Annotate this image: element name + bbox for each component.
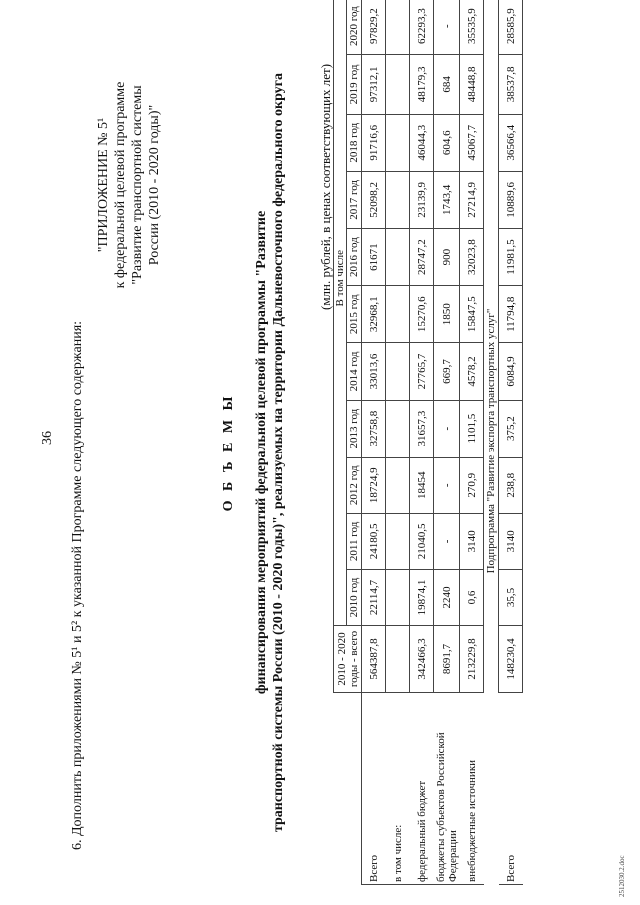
table-cell: 48448,8 [460,55,484,114]
subprogram-title: Подпрограмма "Развитие экспорта транспортных услуг" [485,308,497,574]
table-cell: 3140 [499,513,523,569]
table-cell: 36566,4 [499,114,523,171]
table-cell [386,343,410,400]
table-cell: 11981,5 [499,228,523,285]
table-cell: 375,2 [499,400,523,457]
table-cell: 11794,8 [499,286,523,343]
row-label: бюджеты субъектов Российской Федерации [434,692,460,884]
table-cell: 97829,2 [362,0,386,55]
appendix-line: России (2010 - 2020 годы)" [147,104,162,266]
year-header: 2020 год [347,0,362,55]
appendix-line: "ПРИЛОЖЕНИЕ № 5¹ [96,117,111,253]
table-cell [386,0,410,55]
table-cell [386,626,410,693]
table-cell: 46044,3 [410,114,434,171]
row-label: внебюджетные источники [460,692,484,884]
table-cell: 8691,7 [434,626,460,693]
table-cell [386,513,410,569]
heading-title: О Б Ъ Е М Ы [221,393,236,512]
table-cell: 15270,6 [410,286,434,343]
table-cell: 24180,5 [362,513,386,569]
table-cell: 27214,9 [460,171,484,228]
table-cell: 564387,8 [362,626,386,693]
table-cell: 342466,3 [410,626,434,693]
appendix-line: к федеральной целевой программе [113,81,128,289]
table-row [499,0,523,885]
row-label: в том числе: [386,692,410,884]
table-cell [386,114,410,171]
row-label: Всего [362,692,386,884]
table-cell: 32758,8 [362,400,386,457]
document-heading [220,0,287,905]
table-cell: 32968,1 [362,286,386,343]
table-cell: 97312,1 [362,55,386,114]
table-row [386,0,410,885]
table-cell: 3140 [460,513,484,569]
table-cell: 32023,8 [460,228,484,285]
heading-line: финансирования мероприятий федеральной целевой программы "Развитие [254,210,269,695]
year-header: 2018 год [347,114,362,171]
table-cell: 238,8 [499,457,523,513]
table-cell: 2240 [434,569,460,625]
appendix-block [95,35,163,335]
table-row [410,0,434,885]
table-cell: 1101,5 [460,400,484,457]
document-code: 2512030.2.doc [618,855,626,897]
table-row [460,0,484,885]
funding-table [333,0,523,885]
incl-header [334,0,347,626]
table-cell: 900 [434,228,460,285]
table-cell [386,569,410,625]
year-header: 2013 год [347,400,362,457]
table-cell: 28585,9 [499,0,523,55]
table-cell: 213229,8 [460,626,484,693]
row-label: федеральный бюджет [410,692,434,884]
table-cell [386,228,410,285]
table-cell: 31657,3 [410,400,434,457]
year-header: 2012 год [347,457,362,513]
table-cell [386,55,410,114]
incl-header-text: В том числе [334,250,346,307]
year-header: 2015 год [347,286,362,343]
table-row [434,0,460,885]
table-cell: 52098,2 [362,171,386,228]
table-cell: 148230,4 [499,626,523,693]
year-header: 2017 год [347,171,362,228]
table-cell: 61671 [362,228,386,285]
total-header: 2010 - 2020 годы - всего [334,626,362,693]
table-cell [386,171,410,228]
table-cell: 270,9 [460,457,484,513]
table-cell: 6084,9 [499,343,523,400]
table-cell: 669,7 [434,343,460,400]
year-header: 2011 год [347,513,362,569]
table-cell: 38537,8 [499,55,523,114]
table-cell [386,457,410,513]
table-cell: 18724,9 [362,457,386,513]
table-cell [386,286,410,343]
table-cell: 62293,3 [410,0,434,55]
table-body [362,0,523,885]
page-number: 36 [40,431,55,445]
table-cell: 48179,3 [410,55,434,114]
table-row [362,0,386,885]
intro-text: 6. Дополнить приложениями № 5¹ и 5² к указанной Программе следующего содержания: [70,320,85,850]
table-cell: - [434,457,460,513]
table-cell: 18454 [410,457,434,513]
table-cell: 10889,6 [499,171,523,228]
table-cell: 0,6 [460,569,484,625]
year-header: 2010 год [347,569,362,625]
table-cell: 27765,7 [410,343,434,400]
table-cell: 19874,1 [410,569,434,625]
heading-line: транспортной системы России (2010 - 2020 годы)", реализуемых на территории Дальневосточного федерального округа [271,72,286,833]
subprogram-row [484,0,499,885]
year-header: 2019 год [347,55,362,114]
table-cell: 33013,6 [362,343,386,400]
table-cell: 45067,7 [460,114,484,171]
table-cell: 684 [434,55,460,114]
table-cell: 35535,9 [460,0,484,55]
table-cell: 4578,2 [460,343,484,400]
table-cell: 22114,7 [362,569,386,625]
units-note: (млн. рублей, в ценах соответствующих лет) [318,63,333,310]
table-cell: 28747,2 [410,228,434,285]
table-cell: - [434,513,460,569]
table-cell: - [434,400,460,457]
appendix-line: "Развитие транспортной системы [130,85,145,285]
table-cell [386,400,410,457]
table-cell: 15847,5 [460,286,484,343]
table-cell: 1743,4 [434,171,460,228]
table-cell: 21040,5 [410,513,434,569]
table-cell: 604,6 [434,114,460,171]
table-cell: 91716,6 [362,114,386,171]
year-header: 2014 год [347,343,362,400]
table-cell: 35,5 [499,569,523,625]
table-cell: - [434,0,460,55]
year-header: 2016 год [347,228,362,285]
table-cell: 23139,9 [410,171,434,228]
row-label: Всего [499,692,523,884]
table-cell: 1850 [434,286,460,343]
